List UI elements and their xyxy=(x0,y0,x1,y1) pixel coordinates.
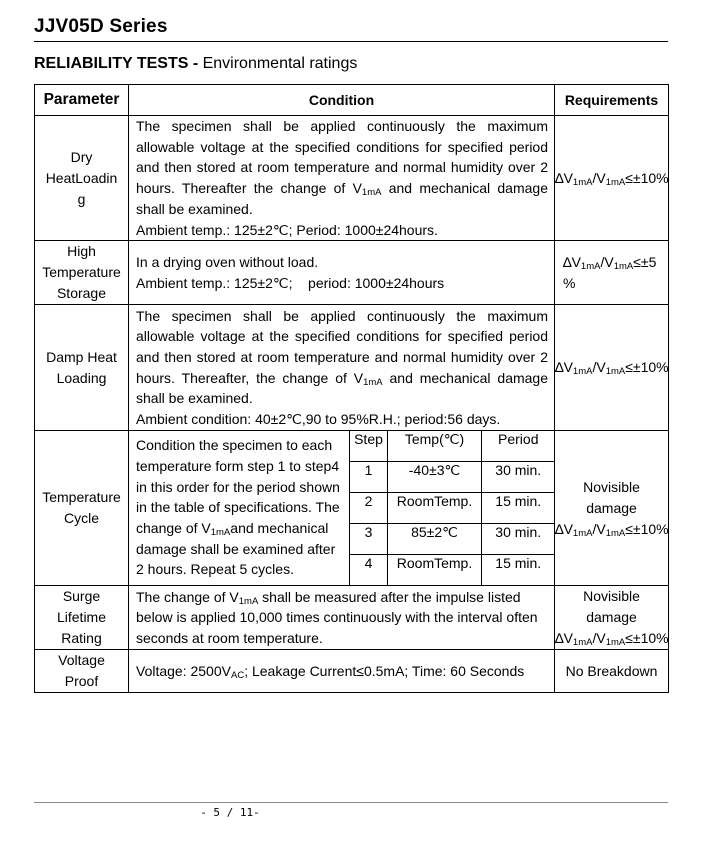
param-damp-heat: Damp Heat Loading xyxy=(35,305,129,431)
step-number: 2 xyxy=(350,493,388,524)
reliability-table xyxy=(34,84,669,693)
step-temp: -40±3℃ xyxy=(388,462,482,493)
steps-table xyxy=(349,431,555,585)
requirement-surge: Novisible damage $\Delta V_{1mA}/V_{1mA}\le\pm 10\%$ xyxy=(555,586,669,650)
steps-row xyxy=(350,555,555,586)
steps-header-step: Step xyxy=(350,431,388,462)
steps-header-temp: Temp(℃) xyxy=(388,431,482,462)
param-surge: Surge Lifetime Rating xyxy=(35,586,129,650)
param-voltage-proof: Voltage Proof xyxy=(35,650,129,693)
table-row xyxy=(35,305,669,431)
section-heading-rest: Environmental ratings xyxy=(198,55,358,72)
condition-temp-cycle xyxy=(129,431,555,586)
footer-rule xyxy=(34,802,668,803)
page-number: - 5 / 11- xyxy=(200,806,260,819)
step-temp: RoomTemp. xyxy=(388,555,482,586)
table-row xyxy=(35,586,669,650)
section-heading xyxy=(34,55,357,73)
table-row xyxy=(35,431,669,586)
section-heading-bold: RELIABILITY TESTS - xyxy=(34,55,199,72)
step-period: 15 min. xyxy=(482,555,555,586)
header-condition: Condition xyxy=(129,85,555,116)
steps-header-row xyxy=(350,431,555,462)
condition-surge: The change of $V_{1mA}$ shall be measured after the impulse listed below is applied 10,000 times continuously with the interval often seconds at room temperature. xyxy=(129,586,555,650)
requirement-damp-heat: $\Delta V_{1mA}/V_{1mA}\le\pm 10\%$ xyxy=(555,305,669,431)
header-requirements: Requirements xyxy=(555,85,669,116)
param-temp-cycle: Temperature Cycle xyxy=(35,431,129,586)
table-row xyxy=(35,116,669,241)
step-temp: RoomTemp. xyxy=(388,493,482,524)
table-row xyxy=(35,650,669,693)
steps-header-period: Period xyxy=(482,431,555,462)
steps-row xyxy=(350,493,555,524)
series-title: JJV05D Series xyxy=(34,16,168,37)
step-number: 1 xyxy=(350,462,388,493)
requirement-voltage-proof: No Breakdown xyxy=(555,650,669,693)
condition-high-temp: In a drying oven without load. Ambient temp.: 125±2℃; period: 1000±24hours xyxy=(129,241,555,305)
step-number: 3 xyxy=(350,524,388,555)
steps-row xyxy=(350,524,555,555)
step-period: 15 min. xyxy=(482,493,555,524)
param-high-temp: High Temperature Storage xyxy=(35,241,129,305)
param-dry-heat: Dry HeatLoadin g xyxy=(35,116,129,241)
header-rule xyxy=(34,41,668,42)
step-period: 30 min. xyxy=(482,462,555,493)
condition-damp-heat: The specimen shall be applied continuously the maximum allowable voltage at the specified conditions for specified period and then stored at room temperature and normal humidity over 2 hours. Thereafter, the change of $V_{1mA}$ and mechanical damage shall be examined. Ambient condition: 40±2℃,90 to 95%R.H.; period:56 days. xyxy=(129,305,555,431)
step-number: 4 xyxy=(350,555,388,586)
step-temp: 85±2℃ xyxy=(388,524,482,555)
requirement-dry-heat: $\Delta V_{1mA}/V_{1mA}\le\pm 10\%$ xyxy=(555,116,669,241)
step-period: 30 min. xyxy=(482,524,555,555)
steps-row xyxy=(350,462,555,493)
condition-voltage-proof: Voltage: $2500V_{AC}$; Leakage Current≤0.5mA; Time: 60 Seconds xyxy=(129,650,555,693)
condition-dry-heat: The specimen shall be applied continuously the maximum allowable voltage at the specified conditions for specified period and then stored at room temperature and normal humidity over 2 hours. Thereafter the change of $V_{1mA}$ and mechanical damage shall be examined. Ambient temp.: 125±2℃; Period: 1000±24hours. xyxy=(129,116,555,241)
header-parameter: Parameter xyxy=(35,85,129,116)
temp-cycle-text: Condition the specimen to each temperature form step 1 to step4 in this order for the period shown in the table of specifications. The change of $V_{1mA}and$ mechanical damage shall be examined after 2 hours. Repeat 5 cycles. xyxy=(136,437,340,578)
table-row xyxy=(35,241,669,305)
requirement-high-temp: $\Delta V_{1mA}/V_{1mA}\le\pm 5$ % xyxy=(555,241,669,305)
requirement-temp-cycle: Novisible damage $\Delta V_{1mA}/V_{1mA}\le\pm 10\%$ xyxy=(555,431,669,586)
table-header-row xyxy=(35,85,669,116)
